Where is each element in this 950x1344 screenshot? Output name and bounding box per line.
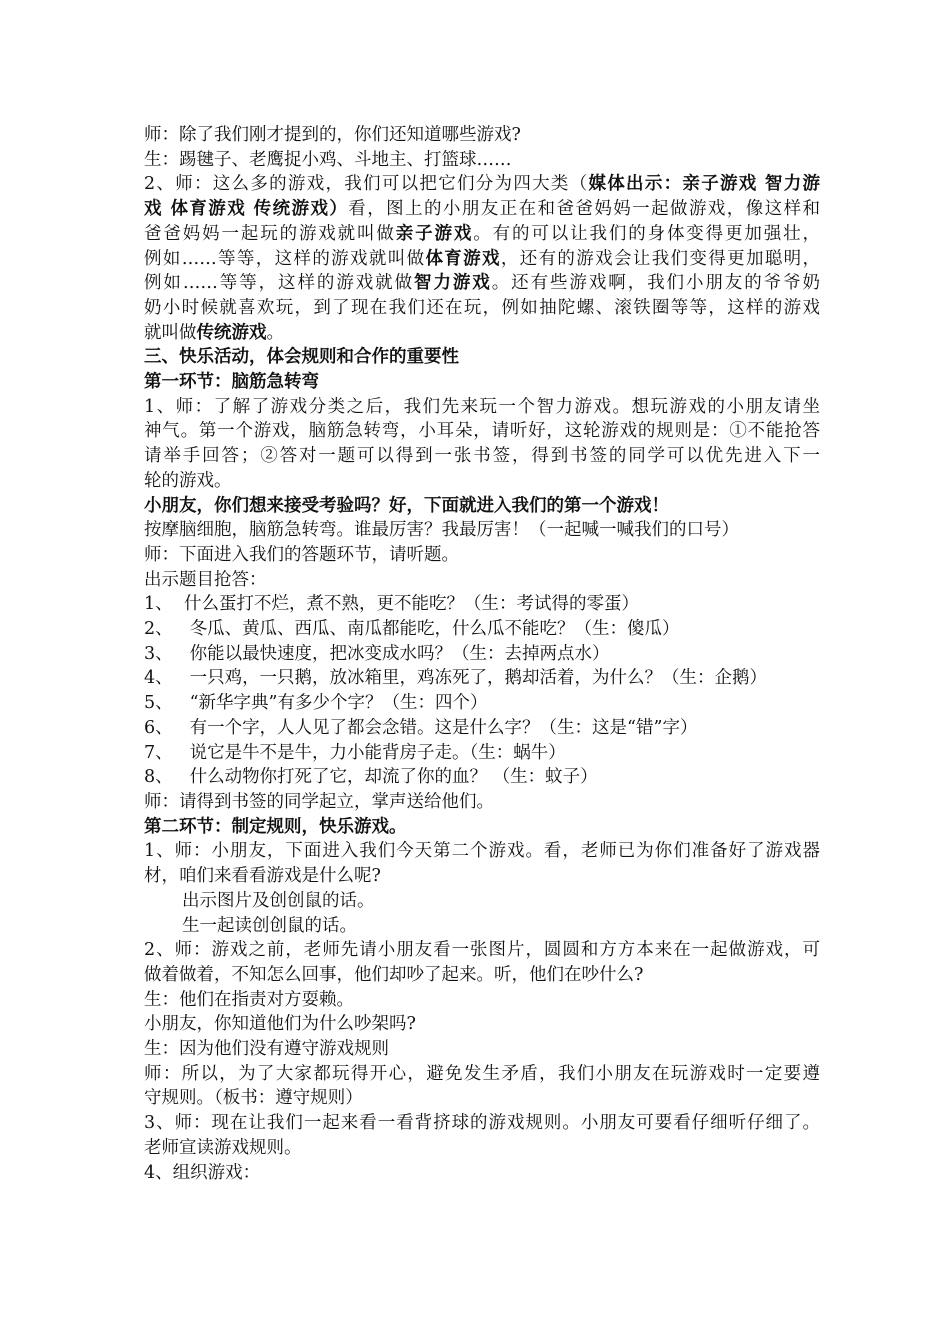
paragraph: 生：踢毽子、老鹰捉小鸡、斗地主、打篮球…… <box>144 149 512 170</box>
subsection-heading: 第二环节：制定规则，快乐游戏。 <box>144 816 407 837</box>
paragraph: 老师宣读游戏规则。 <box>144 1137 302 1158</box>
paragraph: 例如……等等，这样的游戏就叫做体育游戏，还有的游戏会让我们变得更加聪明， <box>144 248 820 269</box>
question-item: 2、 冬瓜、黄瓜、西瓜、南瓜都能吃，什么瓜不能吃？（生：傻瓜） <box>144 619 680 640</box>
question-item: 8、 什么动物你打死了它，却流了你的血？ （生：蚊子） <box>144 767 598 788</box>
paragraph: 生一起读创创鼠的话。 <box>182 915 357 936</box>
paragraph: 守规则。（板书：遵守规则） <box>144 1088 363 1109</box>
paragraph: 轮的游戏。 <box>144 470 232 491</box>
paragraph: 师：下面进入我们的答题环节，请听题。 <box>144 544 459 565</box>
paragraph: 爸爸妈妈一起玩的游戏就叫做亲子游戏。有的可以让我们的身体变得更加强壮， <box>144 223 820 244</box>
paragraph: 材，咱们来看看游戏是什么呢? <box>144 866 381 887</box>
paragraph: 做着做着，不知怎么回事，他们却吵了起来。听，他们在吵什么? <box>144 964 644 985</box>
paragraph: 1、师：了解了游戏分类之后，我们先来玩一个智力游戏。想玩游戏的小朋友请坐 <box>144 396 820 417</box>
paragraph: 师：除了我们刚才提到的，你们还知道哪些游戏? <box>144 125 521 145</box>
paragraph: 请举手回答；②答对一题可以得到一张书签，得到书签的同学可以优先进入下一 <box>144 446 820 467</box>
question-item: 1、 什么蛋打不烂，煮不熟，更不能吃？（生：考试得的零蛋） <box>144 594 639 615</box>
section-heading: 三、快乐活动，体会规则和合作的重要性 <box>144 347 459 368</box>
paragraph: 就叫做传统游戏。 <box>144 322 284 343</box>
paragraph: 奶小时候就喜欢玩，到了现在我们还在玩，例如抽陀螺、滚铁圈等等，这样的游戏 <box>144 297 820 318</box>
paragraph: 小朋友，你知道他们为什么吵架吗? <box>144 1014 416 1035</box>
paragraph: 师：所以，为了大家都玩得开心，避免发生矛盾，我们小朋友在玩游戏时一定要遵 <box>144 1063 820 1084</box>
paragraph: 出示题目抢答： <box>144 569 267 590</box>
paragraph: 生：他们在指责对方耍赖。 <box>144 989 354 1010</box>
paragraph: 戏 体育游戏 传统游戏）看，图上的小朋友正在和爸爸妈妈一起做游戏，像这样和 <box>144 199 820 220</box>
question-item: 6、 有一个字，人人见了都会念错。这是什么字？（生：这是“错”字） <box>144 717 698 738</box>
question-item: 4、 一只鸡，一只鹅，放冰箱里，鸡冻死了，鹅却活着，为什么？（生：企鹅） <box>144 668 768 689</box>
paragraph: 1、师：小朋友，下面进入我们今天第二个游戏。看，老师已为你们准备好了游戏器 <box>144 841 820 862</box>
paragraph: 出示图片及创创鼠的话。 <box>182 890 375 911</box>
paragraph: 师：请得到书签的同学起立，掌声送给他们。 <box>144 791 494 812</box>
paragraph: 神气。第一个游戏，脑筋急转弯，小耳朵，请听好，这轮游戏的规则是：①不能抢答 <box>144 421 820 442</box>
paragraph: 例如……等等，这样的游戏就做智力游戏。还有些游戏啊，我们小朋友的爷爷奶 <box>144 273 820 294</box>
question-item: 3、 你能以最快速度，把冰变成水吗？（生：去掉两点水） <box>144 643 610 664</box>
paragraph: 2、师：游戏之前，老师先请小朋友看一张图片，圆圆和方方本来在一起做游戏，可 <box>144 940 820 961</box>
question-item: 7、 说它是牛不是牛，力小能背房子走。（生：蜗牛） <box>144 742 566 763</box>
paragraph: 2、师：这么多的游戏，我们可以把它们分为四大类（媒体出示：亲子游戏 智力游 <box>144 174 820 195</box>
paragraph: 4、组织游戏： <box>144 1162 261 1183</box>
question-item: 5、 “新华字典”有多少个字？（生：四个） <box>144 693 488 714</box>
paragraph: 按摩脑细胞，脑筋急转弯。谁最厉害？我最厉害！（一起喊一喊我们的口号） <box>144 520 739 541</box>
bold-paragraph: 小朋友，你们想来接受考验吗？好，下面就进入我们的第一个游戏！ <box>144 495 669 516</box>
paragraph: 3、师：现在让我们一起来看一看背挤球的游戏规则。小朋友可要看仔细听仔细了。 <box>144 1113 820 1134</box>
subsection-heading: 第一环节：脑筋急转弯 <box>144 372 319 393</box>
paragraph: 生：因为他们没有遵守游戏规则 <box>144 1039 389 1060</box>
